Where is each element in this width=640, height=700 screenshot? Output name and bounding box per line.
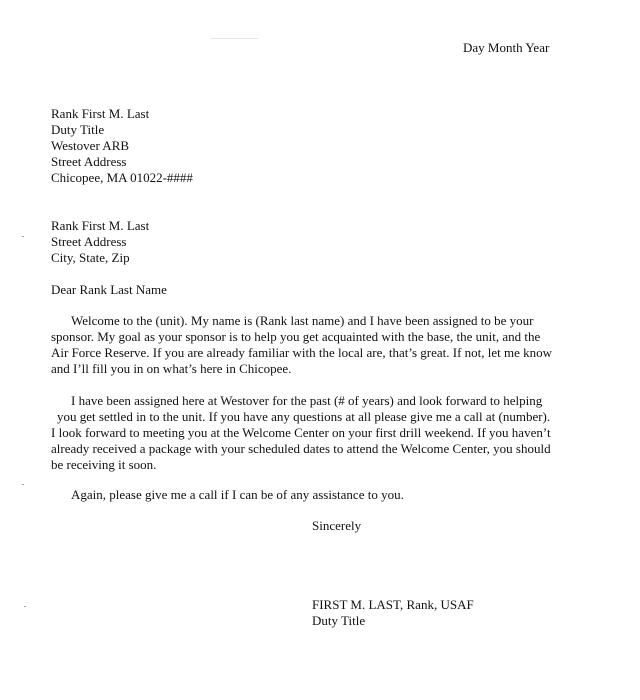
sender-base: Westover ARB	[51, 138, 130, 153]
paragraph-line: and I’ll fill you in on what’s here in Chicopee.	[51, 361, 292, 376]
paragraph-assignment	[51, 393, 551, 473]
sender-street: Street Address	[51, 154, 127, 169]
sender-title: Duty Title	[51, 122, 105, 137]
date-text: Day Month Year	[463, 40, 550, 55]
scan-mark	[22, 236, 24, 237]
paragraph-closing-note	[71, 487, 404, 503]
paragraph-line: already received a package with your scheduled dates to attend the Welcome Center, you should	[51, 441, 551, 456]
paragraph-line: I look forward to meeting you at the Welcome Center on your first drill weekend. If you haven’t	[51, 425, 551, 440]
signature-block	[312, 597, 474, 629]
sender-address-block	[51, 106, 193, 186]
sender-city: Chicopee, MA 01022-####	[51, 170, 193, 185]
scan-mark	[24, 606, 26, 607]
paragraph-line: Air Force Reserve. If you are already familiar with the local are, that’s great. If not, let me know	[51, 345, 553, 360]
paragraph-line: sponsor. My goal as your sponsor is to help you get acquainted with the base, the unit, and the	[51, 329, 541, 344]
letter-date	[463, 40, 549, 56]
paragraph-line: you get settled in to the unit. If you have any questions at all please give me a call at (number).	[57, 409, 551, 424]
salutation-text: Dear Rank Last Name	[51, 282, 167, 297]
recipient-name: Rank First M. Last	[51, 218, 150, 233]
paragraph-line: be receiving it soon.	[51, 457, 157, 472]
scan-mark	[22, 484, 24, 485]
complimentary-close	[312, 518, 361, 534]
paragraph-line: I have been assigned here at Westover for the past (# of years) and look forward to helping	[71, 393, 543, 408]
signature-name: FIRST M. LAST, Rank, USAF	[312, 597, 474, 612]
recipient-street: Street Address	[51, 234, 127, 249]
paragraph-line: Again, please give me a call if I can be of any assistance to you.	[71, 487, 404, 502]
closing-text: Sincerely	[312, 518, 362, 533]
scan-smudge	[210, 38, 258, 39]
salutation	[51, 282, 167, 298]
recipient-city: City, State, Zip	[51, 250, 130, 265]
paragraph-line: Welcome to the (unit). My name is (Rank last name) and I have been assigned to be your	[71, 313, 534, 328]
sender-name: Rank First M. Last	[51, 106, 150, 121]
paragraph-welcome	[51, 313, 552, 377]
recipient-address-block	[51, 218, 149, 266]
signature-title: Duty Title	[312, 613, 366, 628]
